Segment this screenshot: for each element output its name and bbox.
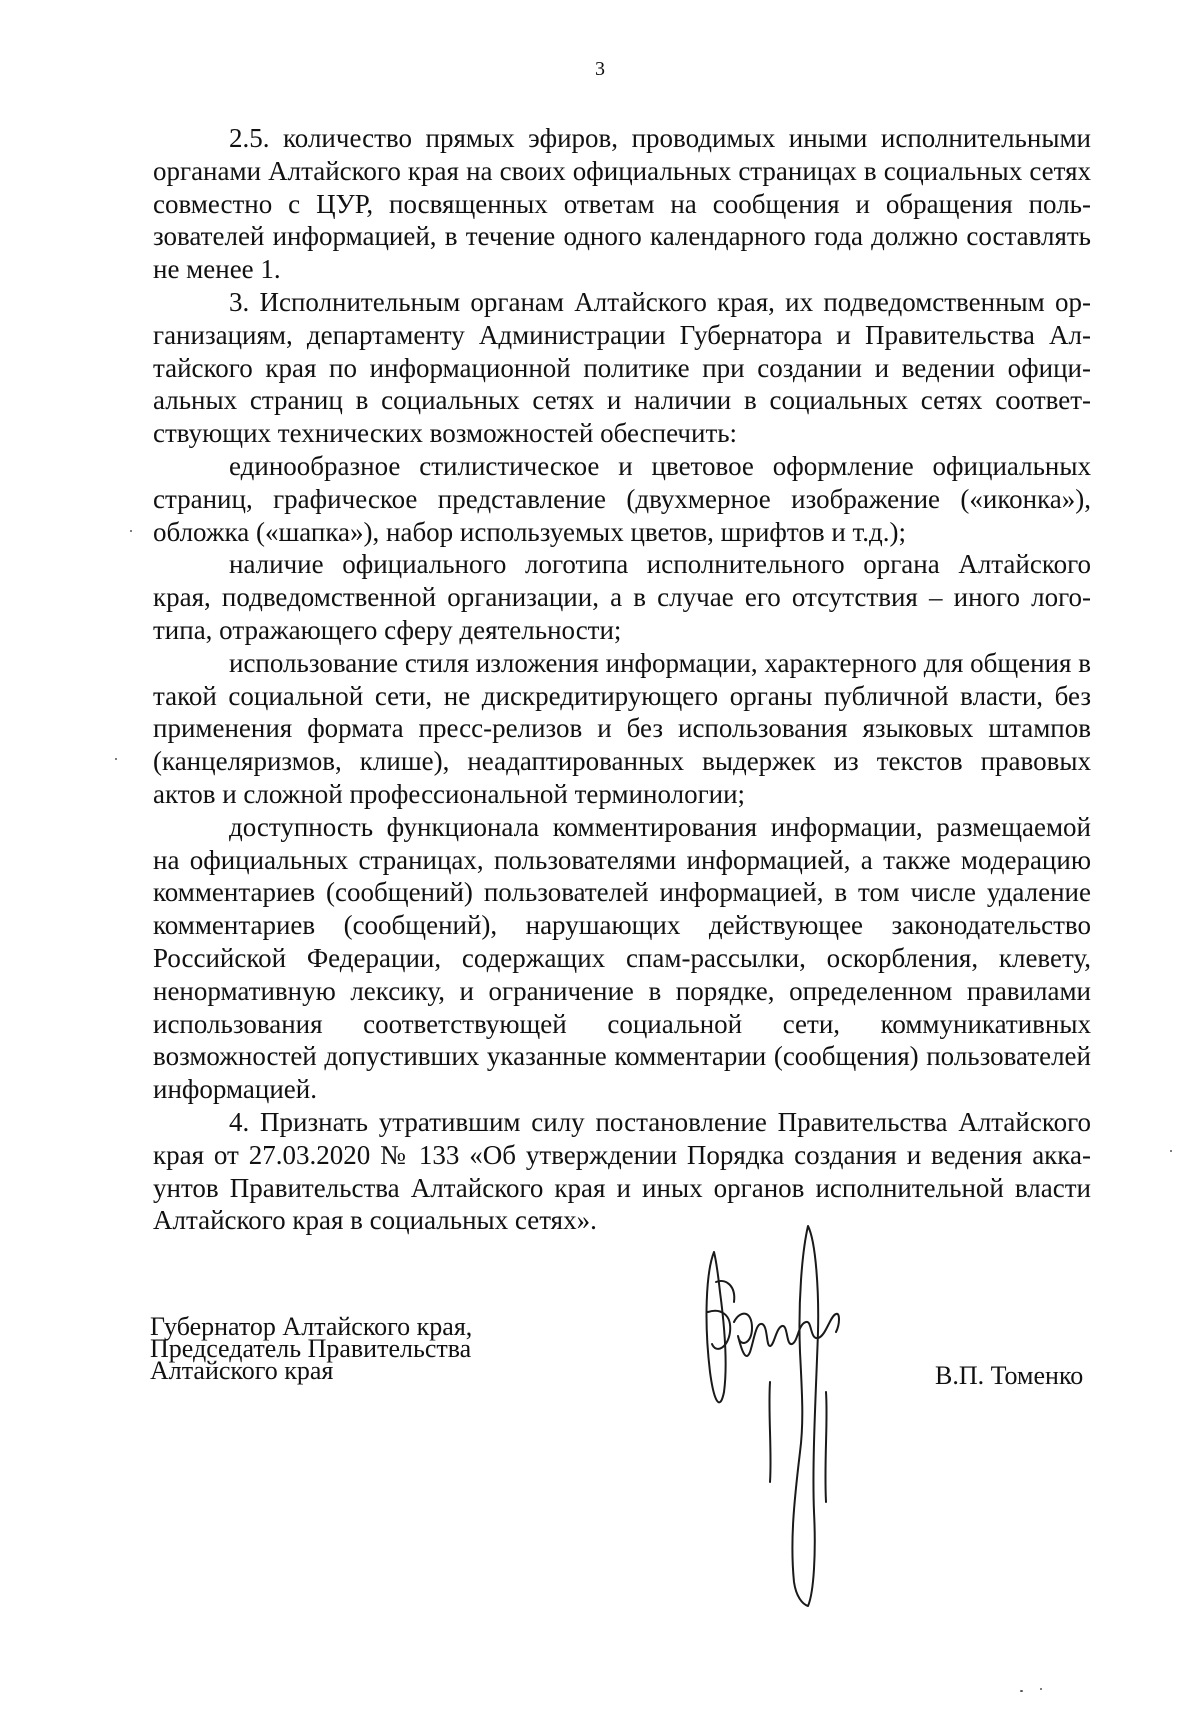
paragraph-3: 3. Исполнительным органам Алтайского края, их подведомственным организациям, департаменту Администрации Губернатора и Правительства Алтайского края по информационной политике при создании и ведении официальных страниц в социальных сетях и наличии в социальных сетях соответствующих технических возможностей обеспечить: — [153, 286, 1091, 449]
paragraph-4: 4. Признать утратившим силу постановление Правительства Алтайского края от 27.03.2020 № 133 «Об утверждении Порядка создания и ведения аккаунтов Правительства Алтайского края и иных органов исполнительной власти Алтайского края в социальных сетях». — [153, 1106, 1091, 1236]
scan-speck — [1170, 1150, 1172, 1152]
page-number: 3 — [595, 58, 605, 80]
signatory-title-line: Алтайского края — [150, 1356, 334, 1385]
list-item-logo: наличие официального логотипа исполнительного органа Алтайского края, подведомственной организации, а в случае его отсутствия – иного логотипа, отражающего сферу деятельности; — [153, 549, 1091, 645]
signatory-title-line: Председатель Правительства — [150, 1334, 472, 1363]
scan-speck — [1040, 1688, 1042, 1690]
document-body — [153, 122, 1091, 1237]
scan-speck — [130, 530, 132, 532]
scan-speck — [1020, 1690, 1023, 1692]
paragraph-2-5: 2.5. количество прямых эфиров, проводимых иными исполнительными органами Алтайского края на своих официальных страницах в социальных сетях совместно с ЦУР, посвященных ответам на сообщения и обращения пользователей информацией, в течение одного календарного года должно составлять не менее 1. — [153, 123, 1091, 285]
signatory-title — [150, 1312, 473, 1385]
scan-speck — [115, 758, 117, 760]
list-item-commenting: доступность функционала комментирования информации, размещаемой на официальных страницах, пользователями информацией, а также модерацию комментариев (сообщений) пользователей информацией, в том числе удаление комментариев (сообщений), нарушающих действующее законодательство Российской Федерации, содержащих спам-рассылки, оскорбления, клевету, ненормативную лексику, и ограничение в порядке, определенном правилами использования соответствующей социальной сети, коммуникативных возможностей допустивших указанные комментарии (сообщения) пользователей информацией. — [153, 811, 1091, 1105]
signatory-name: В.П. Томенко — [935, 1361, 1084, 1390]
list-item-writing-style: использование стиля изложения информации, характерного для общения в такой социальной сети, не дискредитирующего органы публичной власти, без применения формата пресс-релизов и без использования языковых штампов (канцеляризмов, клише), неадаптированных выдержек из текстов правовых актов и сложной профессиональной терминологии; — [153, 647, 1091, 809]
handwritten-signature-icon — [690, 1212, 870, 1612]
list-item-unified-style: единообразное стилистическое и цветовое оформление официальных страниц, графическое представление (двухмерное изображение («иконка»), обложка («шапка»), набор используемых цветов, шрифтов и т.д.); — [153, 450, 1091, 547]
signatory-title-line: Губернатор Алтайского края, — [150, 1312, 473, 1341]
